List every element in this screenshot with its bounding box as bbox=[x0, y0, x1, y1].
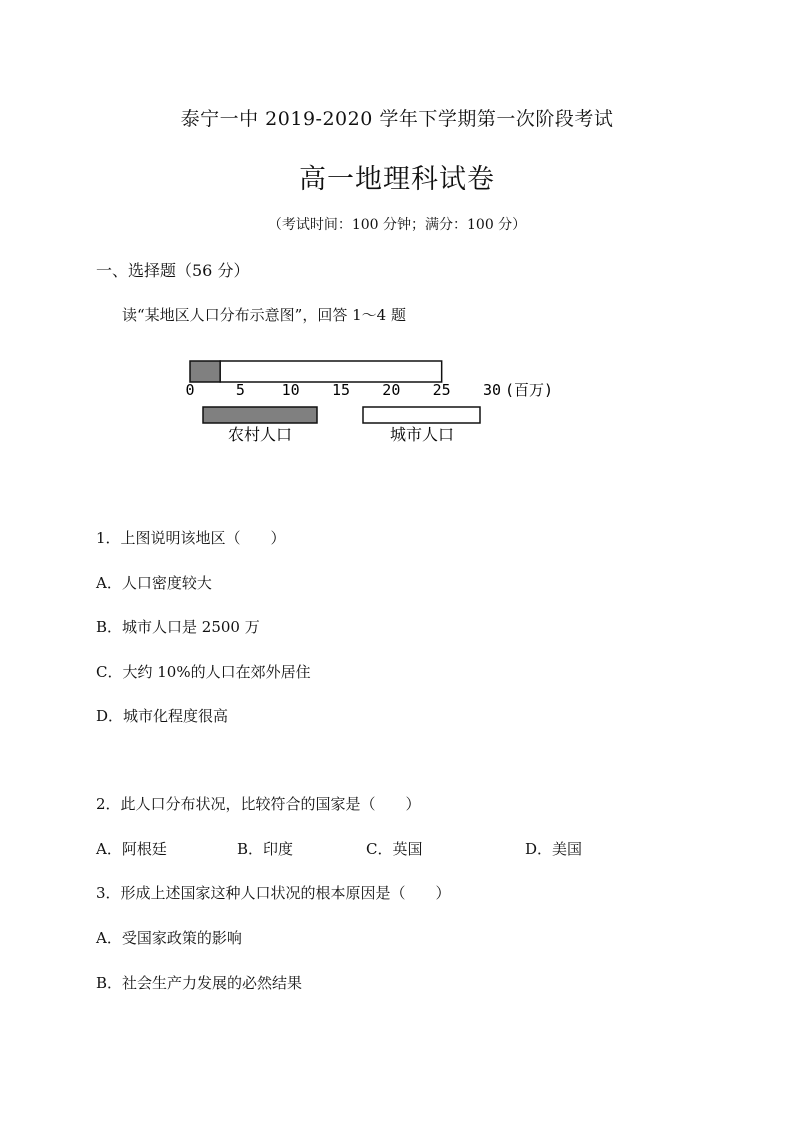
question-1-option-c: C．大约 10%的人口在郊外居住 bbox=[96, 663, 311, 681]
question-3-stem: 3．形成上述国家这种人口状况的根本原因是（ ） bbox=[96, 884, 451, 902]
stacked-bar bbox=[190, 361, 442, 382]
question-2-option-d: D．美国 bbox=[525, 840, 583, 858]
legend-rural bbox=[203, 407, 317, 444]
question-intro: 读“某地区人口分布示意图”，回答 1～4 题 bbox=[122, 306, 406, 324]
tick-label: 5 bbox=[235, 381, 245, 399]
question-1-option-a: A．人口密度较大 bbox=[96, 574, 212, 592]
section-heading: 一、选择题（56 分） bbox=[96, 261, 250, 280]
tick-label: 0 bbox=[185, 381, 195, 399]
bar-segment-urban bbox=[220, 361, 441, 382]
legend-urban bbox=[363, 407, 480, 444]
question-1-stem: 1．上图说明该地区（ ） bbox=[96, 529, 286, 547]
question-2-option-a: A．阿根廷 bbox=[96, 840, 167, 858]
legend-urban-swatch bbox=[363, 407, 480, 423]
legend-rural-swatch bbox=[203, 407, 317, 423]
school-line: 泰宁一中 2019-2020 学年下学期第一次阶段考试 bbox=[180, 108, 614, 130]
tick-label: 20 bbox=[382, 381, 401, 399]
page-title: 高一地理科试卷 bbox=[299, 164, 495, 195]
question-2-option-c: C．英国 bbox=[366, 840, 423, 858]
exam-info: （考试时间：100 分钟；满分：100 分） bbox=[267, 217, 527, 233]
tick-label: 10 bbox=[281, 381, 300, 399]
tick-label: 25 bbox=[432, 381, 451, 399]
legend-rural-label: 农村人口 bbox=[227, 425, 293, 444]
legend-urban-label: 城市人口 bbox=[389, 425, 455, 444]
axis-ticks bbox=[185, 381, 501, 399]
question-1-option-d: D．城市化程度很高 bbox=[96, 707, 229, 725]
bar-segment-rural bbox=[190, 361, 220, 382]
unit-label: (百万) bbox=[505, 381, 554, 399]
tick-label: 15 bbox=[331, 381, 351, 399]
question-2-stem: 2．此人口分布状况，比较符合的国家是（ ） bbox=[96, 795, 421, 813]
population-chart bbox=[0, 0, 794, 460]
question-1-option-b: B．城市人口是 2500 万 bbox=[96, 618, 260, 636]
question-2-option-b: B．印度 bbox=[237, 840, 294, 858]
question-3-option-a: A．受国家政策的影响 bbox=[96, 929, 242, 947]
tick-label: 30 bbox=[482, 381, 502, 399]
question-3-option-b: B．社会生产力发展的必然结果 bbox=[96, 974, 303, 992]
